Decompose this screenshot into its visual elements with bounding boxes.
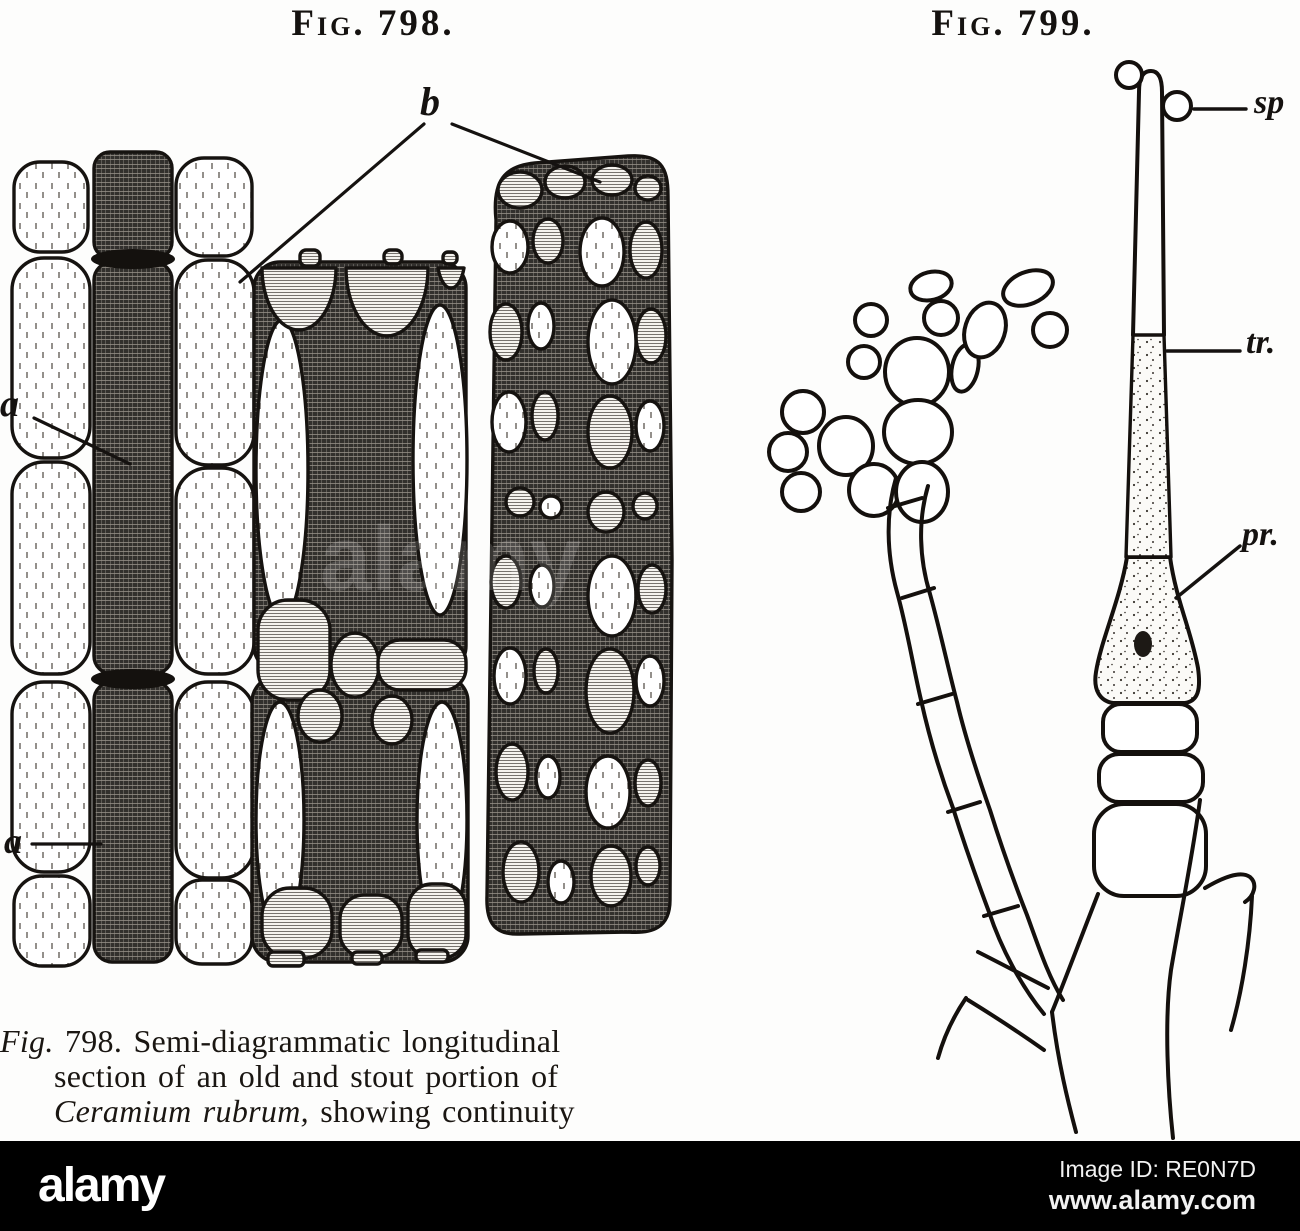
- fig-798-caption: [0, 1024, 760, 1129]
- fig-799-drawing: [769, 62, 1254, 1138]
- caption-line1-text: Semi-diagrammatic longitudinal: [133, 1023, 561, 1059]
- caption-fig-num: 798.: [53, 1023, 134, 1059]
- fig-799-leader-lines: [1167, 109, 1246, 598]
- caption-line-3: [0, 1094, 760, 1129]
- caption-line-2: section of an old and stout portion of: [54, 1058, 559, 1094]
- watermark-bar: [0, 1141, 1300, 1231]
- image-id-text: Image ID: RE0N7D: [1059, 1155, 1256, 1182]
- fig-799-label-tr: tr.: [1246, 324, 1276, 361]
- fig-799-title: Fig. 799.: [931, 3, 1095, 44]
- svg-text:alamy: alamy: [320, 508, 581, 610]
- caption-line3-text: showing continuity: [308, 1093, 575, 1129]
- fig-798-label-a-lower: a: [4, 821, 22, 861]
- caption-fig-word: Fig.: [0, 1023, 54, 1059]
- fig-798-label-a-upper: a: [0, 383, 19, 425]
- fig-798-title: Fig. 798.: [291, 3, 455, 44]
- alamy-logo: alamy: [38, 1159, 165, 1212]
- watermark-info: [1049, 1155, 1256, 1218]
- caption-species-name: Ceramium rubrum,: [54, 1093, 309, 1129]
- fig-798-drawing: [12, 152, 672, 966]
- alamy-url-text: www.alamy.com: [1048, 1184, 1256, 1215]
- fig-798-label-b: b: [420, 79, 440, 124]
- fig-799-label-sp: sp: [1254, 84, 1285, 121]
- fig-799-label-pr: pr.: [1242, 516, 1279, 553]
- caption-line-1: [0, 1024, 760, 1059]
